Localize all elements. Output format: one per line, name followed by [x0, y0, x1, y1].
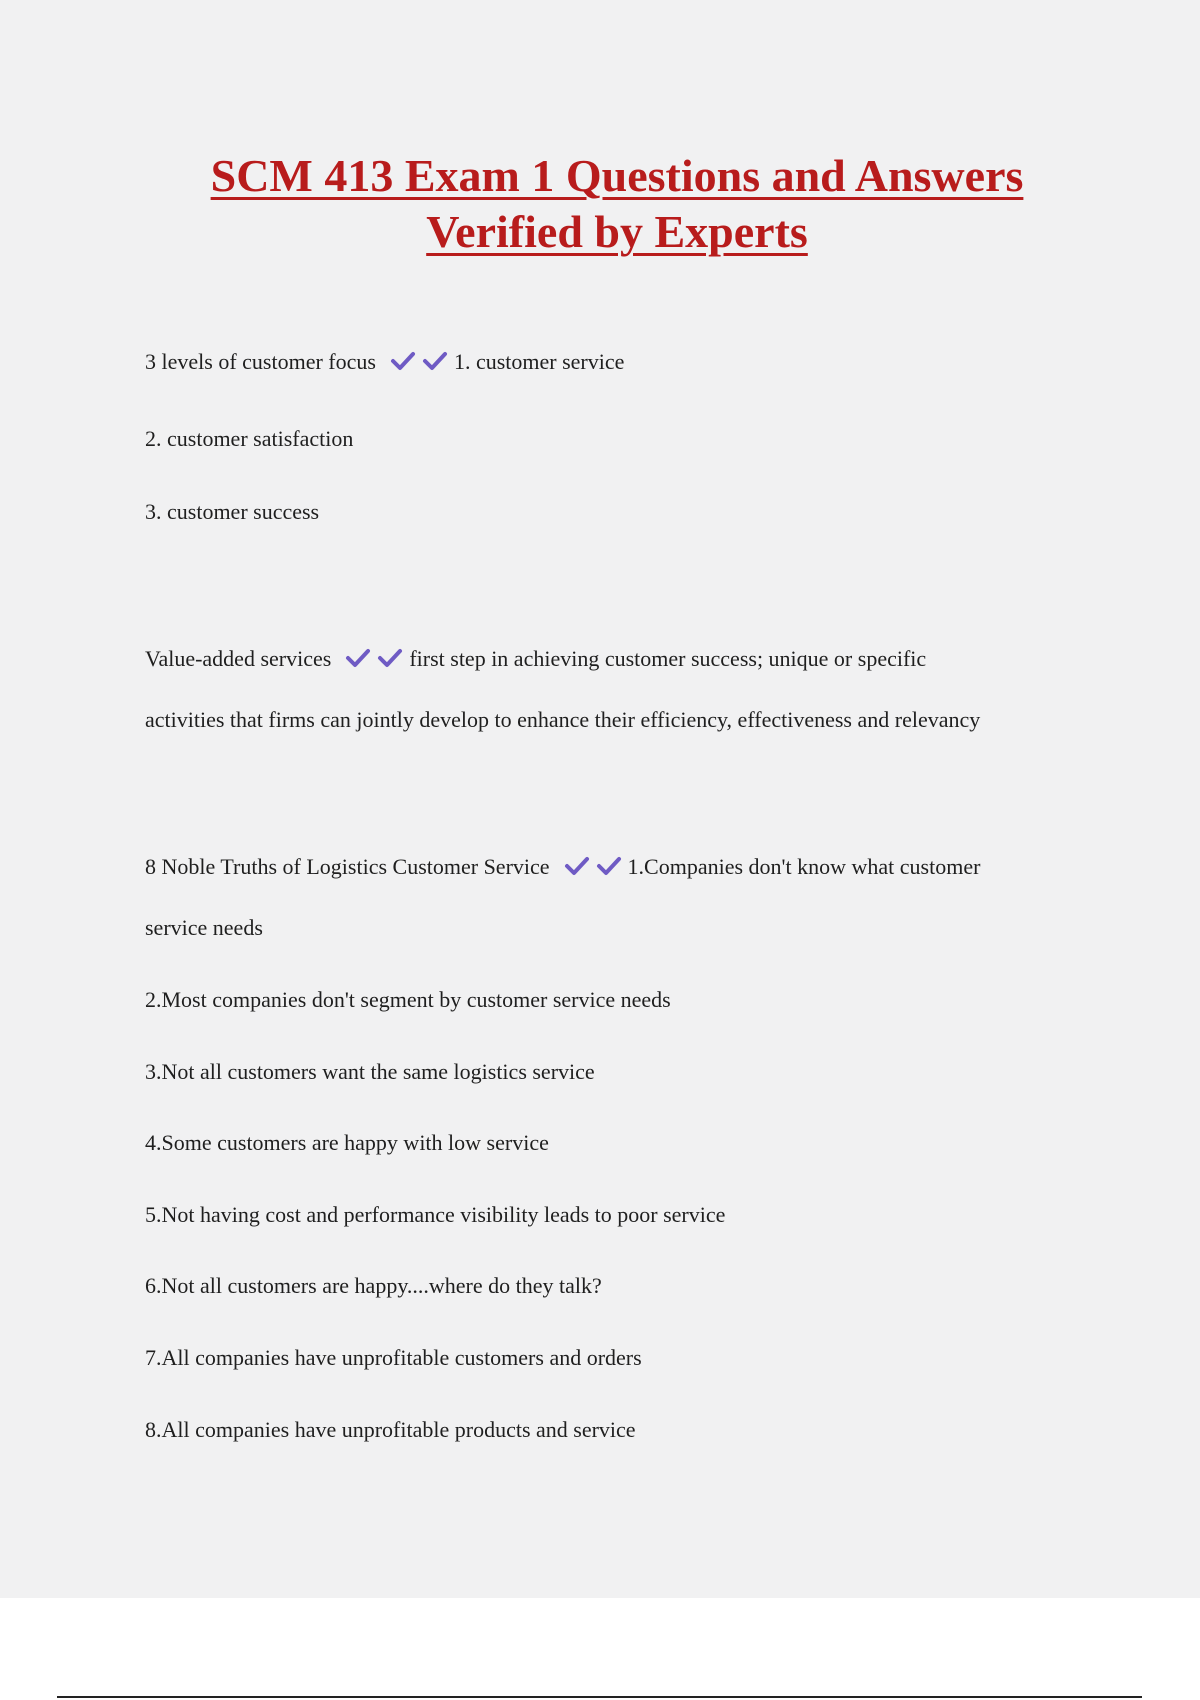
answer-line: 5.Not having cost and performance visibility leads to poor service	[145, 1202, 726, 1227]
question-text: Value-added services	[145, 646, 332, 671]
answer-line: 6.Not all customers are happy....where do they talk?	[145, 1273, 602, 1298]
answer-line: 2. customer satisfaction	[145, 426, 354, 451]
checkmark-icon	[422, 350, 448, 372]
answer-line: 8.All companies have unprofitable products and service	[145, 1417, 636, 1442]
double-checkmark-icon	[345, 647, 407, 676]
answer-text: 1.Companies don't know what customer	[627, 854, 981, 879]
double-checkmark-icon	[564, 855, 626, 884]
checkmark-icon	[377, 647, 403, 669]
checkmark-icon	[345, 647, 371, 669]
footer-divider	[57, 1696, 1142, 1698]
answer-line: service needs	[145, 915, 263, 940]
question-text: 8 Noble Truths of Logistics Customer Service	[145, 854, 550, 879]
checkmark-icon	[596, 855, 622, 877]
question-text: 3 levels of customer focus	[145, 349, 376, 374]
answer-line: 4.Some customers are happy with low service	[145, 1130, 549, 1155]
title-line-2: Verified by Experts	[426, 206, 808, 257]
answer-line: 3.Not all customers want the same logistics service	[145, 1059, 595, 1084]
checkmark-icon	[564, 855, 590, 877]
qa-item-1-question-line	[145, 348, 624, 379]
qa-item-2-question-line	[145, 645, 926, 676]
answer-line: activities that firms can jointly develop to enhance their efficiency, effectiveness and relevancy	[145, 707, 981, 732]
answer-text: first step in achieving customer success; unique or specific	[409, 646, 927, 671]
answer-line: 7.All companies have unprofitable customers and orders	[145, 1345, 642, 1370]
document-title	[100, 148, 1134, 260]
answer-line: 3. customer success	[145, 499, 320, 524]
qa-item-3-question-line	[145, 853, 980, 884]
double-checkmark-icon	[390, 350, 452, 379]
answer-line: 2.Most companies don't segment by customer service needs	[145, 987, 671, 1012]
checkmark-icon	[390, 350, 416, 372]
answer-text: 1. customer service	[453, 349, 625, 374]
title-line-1: SCM 413 Exam 1 Questions and Answers	[210, 150, 1024, 201]
